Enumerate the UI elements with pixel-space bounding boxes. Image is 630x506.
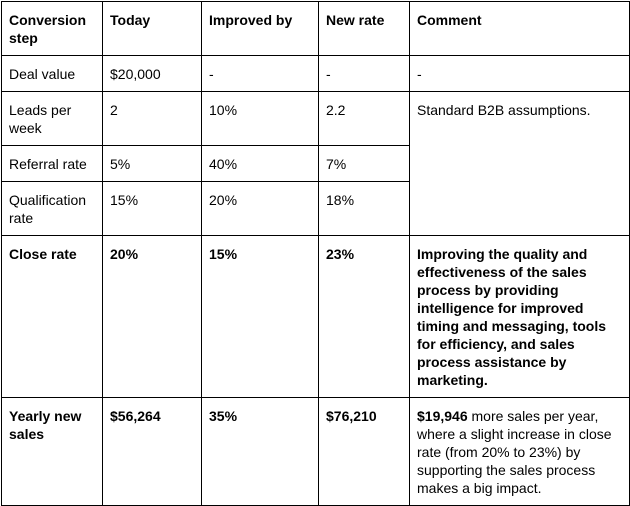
cell-improved-by: 10% <box>202 92 319 146</box>
cell-step: Deal value <box>2 56 103 92</box>
comment-text: more sales per year, where a slight increase in close rate (from 20% to 23%) by supporting the sales process makes a big impact. <box>417 408 612 496</box>
header-comment: Comment <box>410 2 630 56</box>
cell-new-rate: - <box>319 56 410 92</box>
cell-new-rate: 23% <box>319 236 410 398</box>
cell-step: Referral rate <box>2 146 103 182</box>
table-row-yearly-new-sales <box>2 398 630 506</box>
table-header-row <box>2 2 630 56</box>
header-today: Today <box>103 2 202 56</box>
conversion-table <box>1 1 630 506</box>
header-improved-by: Improved by <box>202 2 319 56</box>
cell-improved-by: 35% <box>202 398 319 506</box>
table-row-leads-per-week <box>2 92 630 146</box>
header-new-rate: New rate <box>319 2 410 56</box>
cell-comment: - <box>410 56 630 92</box>
cell-today: $56,264 <box>103 398 202 506</box>
cell-step: Qualification rate <box>2 182 103 236</box>
cell-new-rate: 7% <box>319 146 410 182</box>
comment-highlight: $19,946 <box>417 408 468 424</box>
cell-improved-by: 15% <box>202 236 319 398</box>
cell-step: Leads per week <box>2 92 103 146</box>
cell-today: 15% <box>103 182 202 236</box>
cell-comment: Improving the quality and effectiveness of the sales process by providing intelligence for improved timing and messaging, tools for efficiency, and sales process assistance by marketing. <box>410 236 630 398</box>
cell-improved-by: 40% <box>202 146 319 182</box>
cell-comment-merged: Standard B2B assumptions. <box>410 92 630 236</box>
cell-comment <box>410 398 630 506</box>
cell-new-rate: $76,210 <box>319 398 410 506</box>
table-row-close-rate <box>2 236 630 398</box>
cell-new-rate: 2.2 <box>319 92 410 146</box>
cell-step: Yearly new sales <box>2 398 103 506</box>
cell-new-rate: 18% <box>319 182 410 236</box>
cell-today: 2 <box>103 92 202 146</box>
table-row-deal-value <box>2 56 630 92</box>
cell-today: 5% <box>103 146 202 182</box>
cell-today: $20,000 <box>103 56 202 92</box>
cell-today: 20% <box>103 236 202 398</box>
cell-step: Close rate <box>2 236 103 398</box>
cell-improved-by: 20% <box>202 182 319 236</box>
cell-improved-by: - <box>202 56 319 92</box>
header-conversion-step: Conversion step <box>2 2 103 56</box>
